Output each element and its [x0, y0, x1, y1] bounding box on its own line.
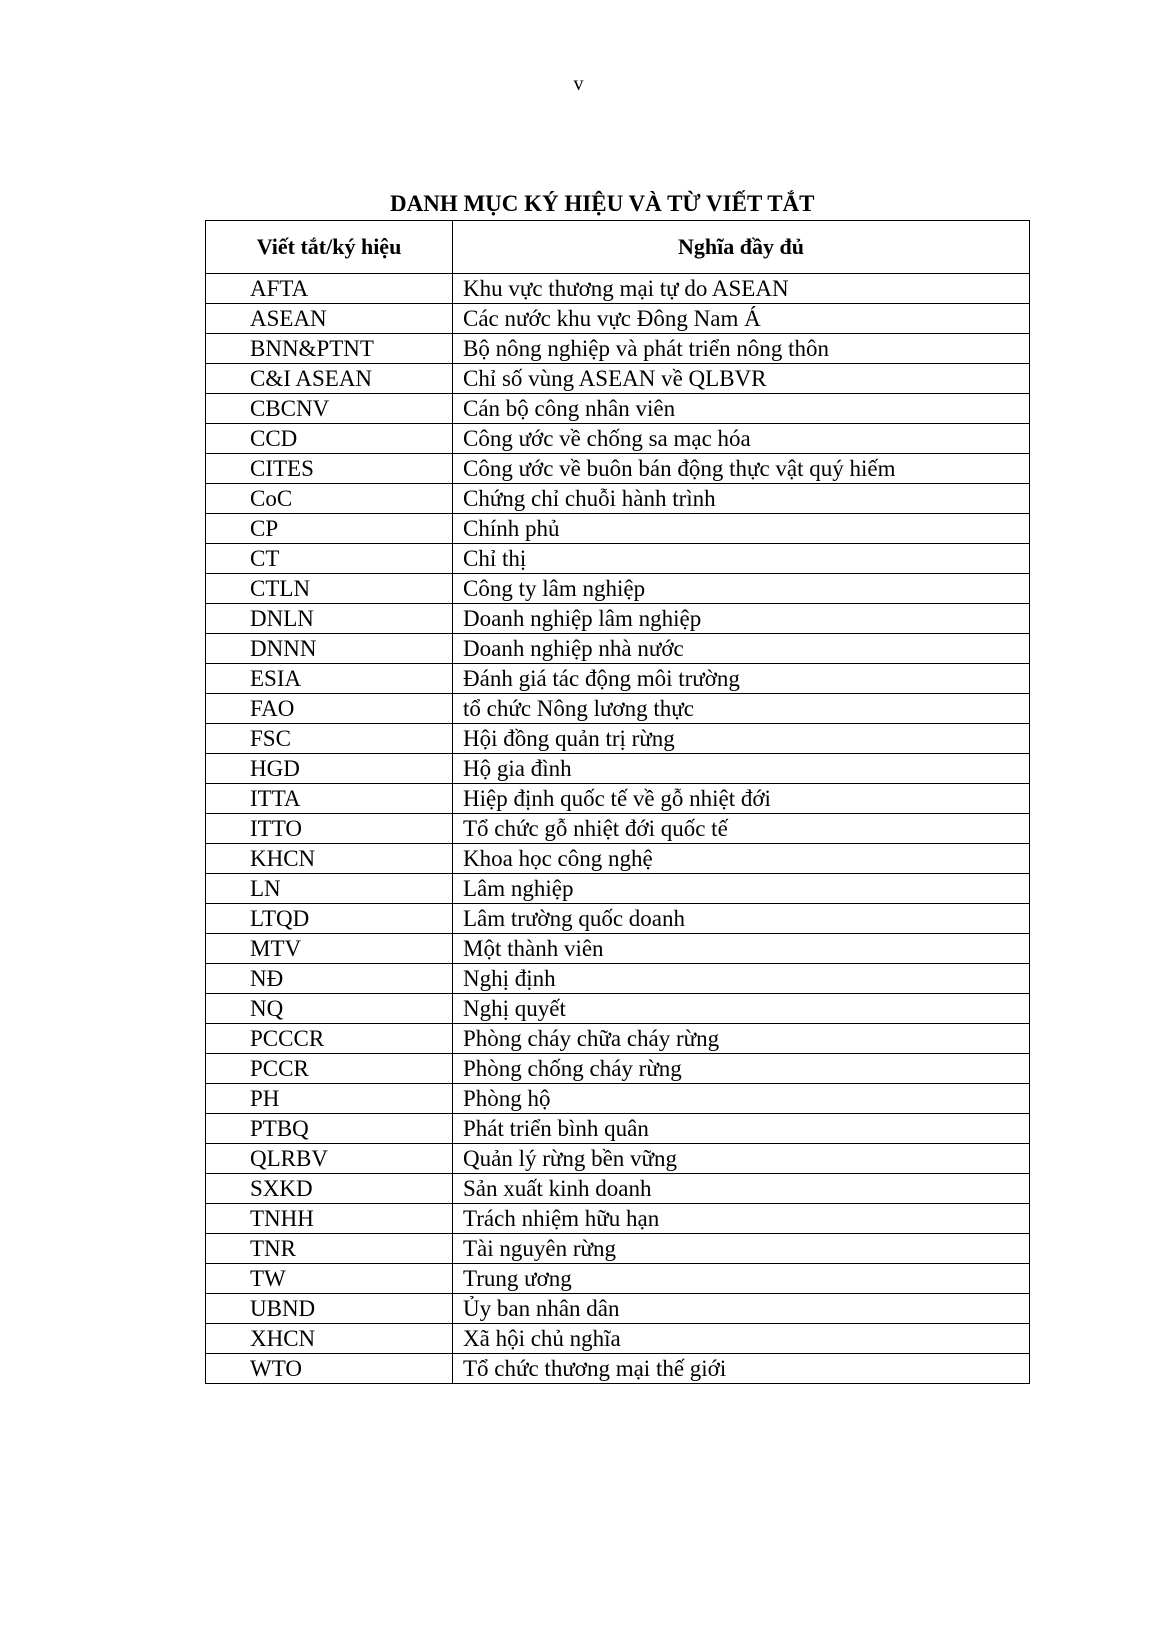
meaning-cell: Tổ chức gỗ nhiệt đới quốc tế — [453, 814, 1030, 844]
table-row — [206, 394, 1030, 424]
table-row — [206, 664, 1030, 694]
meaning-cell: Chỉ thị — [453, 544, 1030, 574]
abbreviation-cell: NĐ — [206, 964, 453, 994]
table-row — [206, 454, 1030, 484]
page-title: DANH MỤC KÝ HIỆU VÀ TỪ VIẾT TẮT — [390, 191, 815, 216]
meaning-cell: Xã hội chủ nghĩa — [453, 1324, 1030, 1354]
meaning-cell: Các nước khu vực Đông Nam Á — [453, 304, 1030, 334]
abbreviation-cell: XHCN — [206, 1324, 453, 1354]
table-row — [206, 784, 1030, 814]
abbreviation-cell: CT — [206, 544, 453, 574]
meaning-cell: Trung ương — [453, 1264, 1030, 1294]
abbreviation-cell: CP — [206, 514, 453, 544]
table-row — [206, 964, 1030, 994]
table-row — [206, 1204, 1030, 1234]
table-row — [206, 544, 1030, 574]
meaning-cell: Doanh nghiệp lâm nghiệp — [453, 604, 1030, 634]
meaning-cell: Đánh giá tác động môi trường — [453, 664, 1030, 694]
table-row — [206, 1294, 1030, 1324]
abbreviation-cell: TNHH — [206, 1204, 453, 1234]
header-abbreviation: Viết tắt/ký hiệu — [206, 221, 453, 274]
abbreviation-cell: ITTA — [206, 784, 453, 814]
abbreviation-cell: NQ — [206, 994, 453, 1024]
meaning-cell: Một thành viên — [453, 934, 1030, 964]
abbreviation-cell: LTQD — [206, 904, 453, 934]
meaning-cell: Doanh nghiệp nhà nước — [453, 634, 1030, 664]
meaning-cell: Ủy ban nhân dân — [453, 1294, 1030, 1324]
page-number: v — [573, 73, 584, 95]
table-row — [206, 514, 1030, 544]
abbreviation-cell: LN — [206, 874, 453, 904]
abbreviation-cell: UBND — [206, 1294, 453, 1324]
abbreviation-cell: CITES — [206, 454, 453, 484]
table-row — [206, 274, 1030, 304]
table-row — [206, 1114, 1030, 1144]
meaning-cell: Hội đồng quản trị rừng — [453, 724, 1030, 754]
table-body — [206, 274, 1030, 1384]
meaning-cell: Phòng chống cháy rừng — [453, 1054, 1030, 1084]
table-row — [206, 1324, 1030, 1354]
abbreviation-cell: ASEAN — [206, 304, 453, 334]
meaning-cell: Lâm trường quốc doanh — [453, 904, 1030, 934]
table-row — [206, 934, 1030, 964]
meaning-cell: Tổ chức thương mại thế giới — [453, 1354, 1030, 1384]
table-row — [206, 1234, 1030, 1264]
abbreviation-cell: KHCN — [206, 844, 453, 874]
table-row — [206, 844, 1030, 874]
abbreviation-cell: HGD — [206, 754, 453, 784]
meaning-cell: Hộ gia đình — [453, 754, 1030, 784]
abbreviation-cell: TNR — [206, 1234, 453, 1264]
meaning-cell: Sản xuất kinh doanh — [453, 1174, 1030, 1204]
abbreviation-cell: TW — [206, 1264, 453, 1294]
meaning-cell: Nghị định — [453, 964, 1030, 994]
meaning-cell: Khu vực thương mại tự do ASEAN — [453, 274, 1030, 304]
meaning-cell: Chính phủ — [453, 514, 1030, 544]
table-row — [206, 574, 1030, 604]
abbreviation-cell: PCCCR — [206, 1024, 453, 1054]
meaning-cell: Phòng hộ — [453, 1084, 1030, 1114]
table-row — [206, 364, 1030, 394]
abbreviation-cell: FAO — [206, 694, 453, 724]
abbreviation-cell: AFTA — [206, 274, 453, 304]
table-row — [206, 994, 1030, 1024]
table-row — [206, 424, 1030, 454]
meaning-cell: Nghị quyết — [453, 994, 1030, 1024]
table-row — [206, 814, 1030, 844]
table-row — [206, 1264, 1030, 1294]
table-row — [206, 874, 1030, 904]
meaning-cell: Công ước về buôn bán động thực vật quý hiếm — [453, 454, 1030, 484]
abbreviation-cell: PH — [206, 1084, 453, 1114]
table-row — [206, 724, 1030, 754]
abbreviation-cell: MTV — [206, 934, 453, 964]
abbreviation-cell: PCCR — [206, 1054, 453, 1084]
table-row — [206, 694, 1030, 724]
abbreviation-cell: CTLN — [206, 574, 453, 604]
abbreviation-cell: SXKD — [206, 1174, 453, 1204]
abbreviation-cell: DNNN — [206, 634, 453, 664]
meaning-cell: Trách nhiệm hữu hạn — [453, 1204, 1030, 1234]
abbreviation-cell: DNLN — [206, 604, 453, 634]
meaning-cell: Bộ nông nghiệp và phát triển nông thôn — [453, 334, 1030, 364]
table-row — [206, 334, 1030, 364]
meaning-cell: Chứng chỉ chuỗi hành trình — [453, 484, 1030, 514]
table-row — [206, 1354, 1030, 1384]
table-row — [206, 1084, 1030, 1114]
header-meaning: Nghĩa đầy đủ — [453, 221, 1030, 274]
abbreviation-cell: CCD — [206, 424, 453, 454]
abbreviation-table — [205, 220, 1030, 1384]
table-row — [206, 1054, 1030, 1084]
meaning-cell: Phòng cháy chữa cháy rừng — [453, 1024, 1030, 1054]
meaning-cell: Khoa học công nghệ — [453, 844, 1030, 874]
meaning-cell: Hiệp định quốc tế về gỗ nhiệt đới — [453, 784, 1030, 814]
abbreviation-cell: ESIA — [206, 664, 453, 694]
table-row — [206, 304, 1030, 334]
meaning-cell: Phát triển bình quân — [453, 1114, 1030, 1144]
abbreviation-cell: WTO — [206, 1354, 453, 1384]
table-row — [206, 604, 1030, 634]
table-row — [206, 754, 1030, 784]
abbreviation-cell: CoC — [206, 484, 453, 514]
abbreviation-cell: CBCNV — [206, 394, 453, 424]
meaning-cell: Lâm nghiệp — [453, 874, 1030, 904]
table-row — [206, 634, 1030, 664]
table-row — [206, 1144, 1030, 1174]
table-row — [206, 904, 1030, 934]
meaning-cell: tổ chức Nông lương thực — [453, 694, 1030, 724]
abbreviation-cell: FSC — [206, 724, 453, 754]
meaning-cell: Chỉ số vùng ASEAN về QLBVR — [453, 364, 1030, 394]
abbreviation-cell: C&I ASEAN — [206, 364, 453, 394]
meaning-cell: Tài nguyên rừng — [453, 1234, 1030, 1264]
meaning-cell: Công ty lâm nghiệp — [453, 574, 1030, 604]
table-row — [206, 484, 1030, 514]
abbreviation-cell: BNN&PTNT — [206, 334, 453, 364]
meaning-cell: Công ước về chống sa mạc hóa — [453, 424, 1030, 454]
table-row — [206, 1174, 1030, 1204]
abbreviation-cell: PTBQ — [206, 1114, 453, 1144]
table-header-row — [206, 221, 1030, 274]
meaning-cell: Quản lý rừng bền vững — [453, 1144, 1030, 1174]
table-row — [206, 1024, 1030, 1054]
abbreviation-cell: QLRBV — [206, 1144, 453, 1174]
meaning-cell: Cán bộ công nhân viên — [453, 394, 1030, 424]
abbreviation-cell: ITTO — [206, 814, 453, 844]
